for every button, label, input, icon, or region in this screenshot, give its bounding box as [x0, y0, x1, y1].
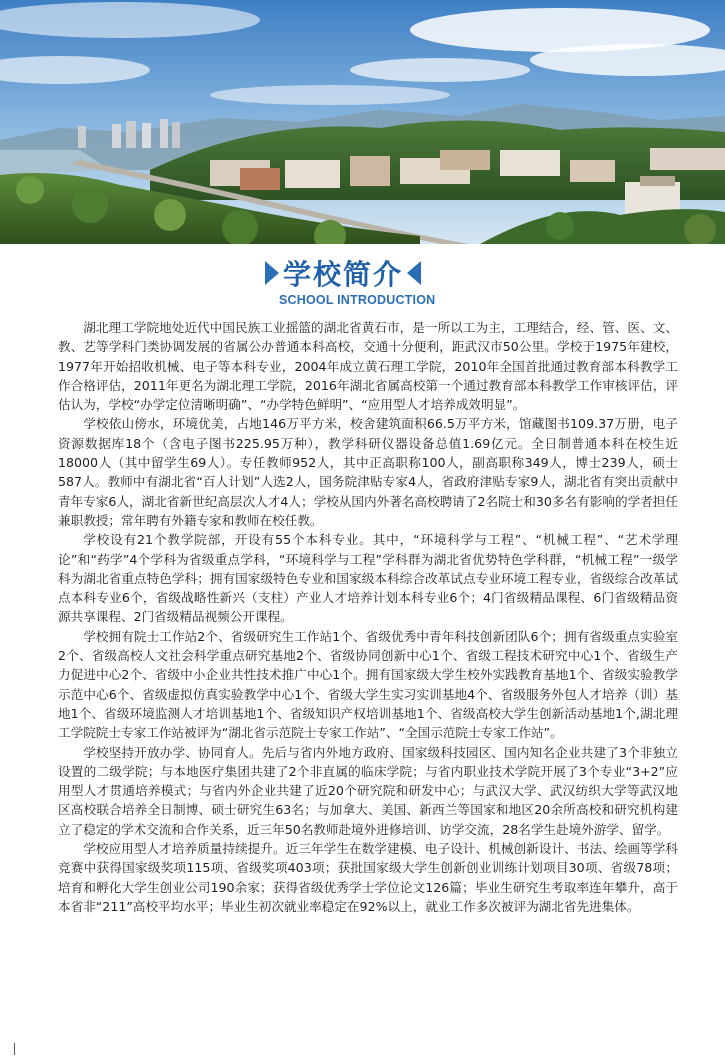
- title-row: [265, 256, 421, 290]
- introduction-body: [58, 318, 678, 916]
- page-title: 学校简介: [283, 258, 404, 291]
- campus-panorama-illustration: [0, 0, 725, 244]
- page-edge-mark: [14, 1043, 15, 1055]
- paragraph-campus-faculty: 学校依山傍水，环境优美，占地146万平方米，校舍建筑面积66.5万平方米，馆藏图书109.37万册，电子资源数据库18个（含电子图书225.95万种），教学科研仪器设备总值1.69亿元。全日制普通本科在校生近18000人（其中留学生69人）。专任教师952人，其中正高职称100人，副高职称349人，博士239人，硕士587人。教师中有湖北省“百人计划”人选2人，国务院津贴专家4人，省政府津贴专家9人，湖北省有突出贡献中青年专家6人，湖北省新世纪高层次人才4人；学校从国内外著名高校聘请了2名院士和30多名有影响的学者担任兼职教授；常年聘有外籍专家和教师在校任教。: [58, 416, 678, 528]
- paragraph-research-platforms: 学校拥有院士工作站2个、省级研究生工作站1个、省级优秀中青年科技创新团队6个；拥有省级重点实验室2个、省级高校人文社会科学重点研究基地2个、省级协同创新中心1个、省级工程技术研究中心1个、省级生产力促进中心2个、省级中小企业共性技术推广中心1个。拥有国家级大学生校外实践教育基地1个、省级实验教学示范中心6个、省级虚拟仿真实验教学中心1个、省级大学生实习实训基地4个、省级服务外包人才培养（训）基地1个、省级环境监测人才培训基地1个、省级知识产权培训基地1个、省级高校大学生创新活动基地1个,湖北理工学院院士专家工作站被评为“湖北省示范院士专家工作站”、“全国示范院士专家工作站”。: [58, 628, 678, 741]
- paragraph-disciplines: 学校设有21个教学院部，开设有55个本科专业。其中，“环境科学与工程”、“机械工程”、“艺术学理论”和“药学”4个学科为省级重点学科，“环境科学与工程”学科群为湖北省优势特色学科群，“机械工程”一级学科为湖北省重点特色学科；拥有国家级特色专业和国家级本科综合改革试点专业环境工程专业，省级综合改革试点本科专业6个，省级战略性新兴（支柱）产业人才培养计划本科专业6个；4门省级精品课程、6门省级精品资源共享课程、2门省级精品视频公开课程。: [58, 532, 678, 625]
- paragraph-overview: 湖北理工学院地处近代中国民族工业摇篮的湖北省黄石市，是一所以工为主，工理结合，经、管、医、文、教、艺等学科门类协调发展的省属公办普通本科高校，交通十分便利，距武汉市50公里。学校于1975年建校，1977年开始招收机械、电子等本科专业，2004年成立黄石理工学院，2010年全国首批通过教育部本科教学工作合格评估，2011年更名为湖北理工学院，2016年湖北省属高校第一个通过教育部本科教学工作审核评估，评估认为，学校“办学定位清晰明确”、“办学特色鲜明”、“应用型人才培养成效明显”。: [58, 320, 678, 413]
- paragraph-talent-quality: 学校应用型人才培养质量持续提升。近三年学生在数学建模、电子设计、机械创新设计、书法、绘画等学科竞赛中获得国家级奖项115项、省级奖项403项；获批国家级大学生创新创业训练计划项目30项、省级78项；培育和孵化大学生创业公司190余家；获得省级优秀学士学位论文126篇；毕业生研究生考取率连年攀升，高于本省非“211”高校平均水平；毕业生初次就业率稳定在92%以上，就业工作多次被评为湖北省先进集体。: [58, 841, 678, 914]
- triangle-left-icon: [407, 261, 421, 285]
- triangle-right-icon: [265, 261, 279, 285]
- section-heading: [0, 256, 725, 312]
- paragraph-cooperation: 学校坚持开放办学、协同育人。先后与省内外地方政府、国家级科技园区、国内知名企业共建了3个非独立设置的二级学院；与本地医疗集团共建了2个非直属的临床学院；与省内职业技术学院开展了3个专业“3+2”应用型人才贯通培养模式；与省内外企业共建了近20个研究院和研发中心；与武汉大学、武汉纺织大学等武汉地区高校联合培养全日制博、硕士研究生63名；与加拿大、美国、新西兰等国家和地区20余所高校和研究机构建立了稳定的学术交流和合作关系，近三年50名教师赴境外进修培训、访学交流，28名学生赴境外游学、留学。: [58, 744, 678, 837]
- campus-panorama-photo: [0, 0, 725, 244]
- page-subtitle: SCHOOL INTRODUCTION: [279, 293, 436, 307]
